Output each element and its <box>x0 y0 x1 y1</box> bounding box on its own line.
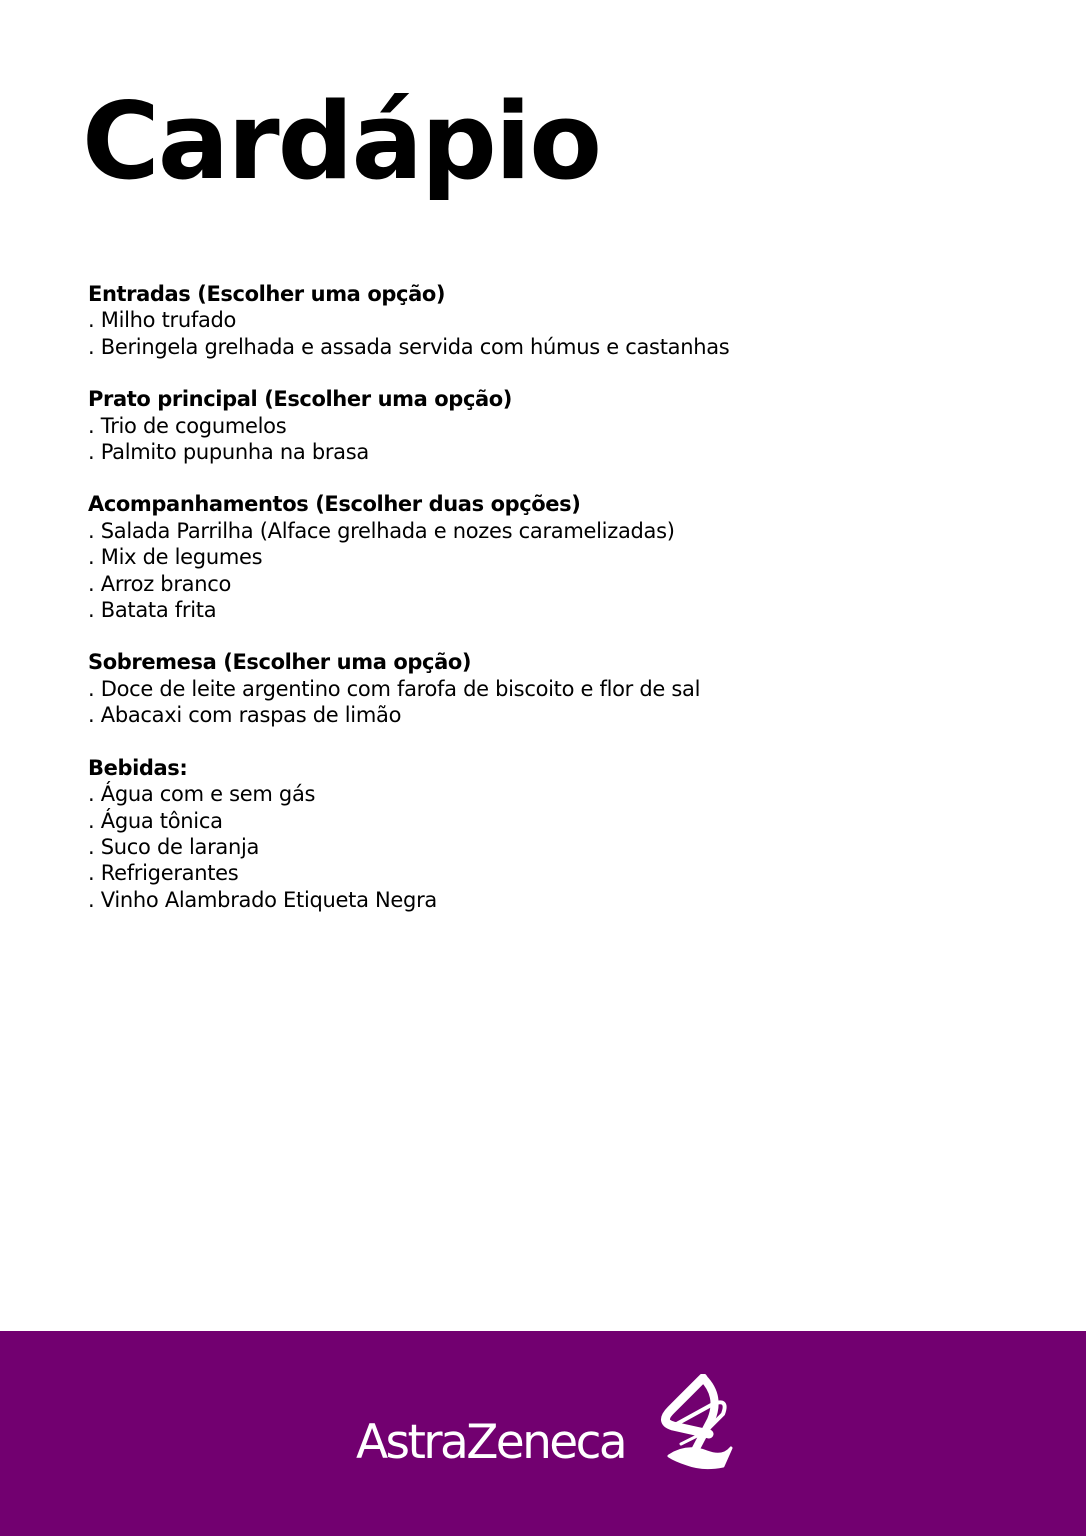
menu-item: . Refrigerantes <box>88 861 239 886</box>
section-heading: Entradas (Escolher uma opção) <box>88 282 446 306</box>
menu-item: . Salada Parrilha (Alface grelhada e nozes caramelizadas) <box>88 518 675 543</box>
menu-item: . Água com e sem gás <box>88 782 316 807</box>
menu-item: . Doce de leite argentino com farofa de biscoito e flor de sal <box>88 676 701 701</box>
page-title: Cardápio <box>82 80 601 203</box>
menu-section-sobremesa <box>88 649 988 728</box>
menu-item: . Beringela grelhada e assada servida com húmus e castanhas <box>88 334 730 359</box>
section-heading: Sobremesa (Escolher uma opção) <box>88 650 472 675</box>
brand-name: AstraZeneca <box>356 1415 626 1470</box>
menu-item: . Água tônica <box>88 808 223 833</box>
menu-section-prato-principal <box>88 386 988 465</box>
menu-item: . Vinho Alambrado Etiqueta Negra <box>88 887 437 912</box>
menu-list <box>88 281 988 939</box>
menu-item: . Abacaxi com raspas de limão <box>88 703 402 728</box>
menu-item: . Arroz branco <box>88 571 232 596</box>
menu-item: . Mix de legumes <box>88 545 263 570</box>
menu-item: . Trio de cogumelos <box>88 413 287 438</box>
menu-item: . Suco de laranja <box>88 834 260 859</box>
menu-section-acompanhamentos <box>88 491 988 623</box>
section-heading: Bebidas: <box>88 755 188 780</box>
section-heading: Prato principal (Escolher uma opção) <box>88 387 512 412</box>
astrazeneca-symbol-icon <box>651 1374 735 1470</box>
menu-item: . Palmito pupunha na brasa <box>88 440 369 465</box>
menu-section-bebidas <box>88 755 988 913</box>
section-heading: Acompanhamentos (Escolher duas opções) <box>88 492 581 517</box>
brand-logo <box>356 1370 736 1480</box>
menu-item: . Batata frita <box>88 598 217 623</box>
menu-item: . Milho trufado <box>88 308 237 333</box>
menu-section-entradas <box>88 281 988 360</box>
